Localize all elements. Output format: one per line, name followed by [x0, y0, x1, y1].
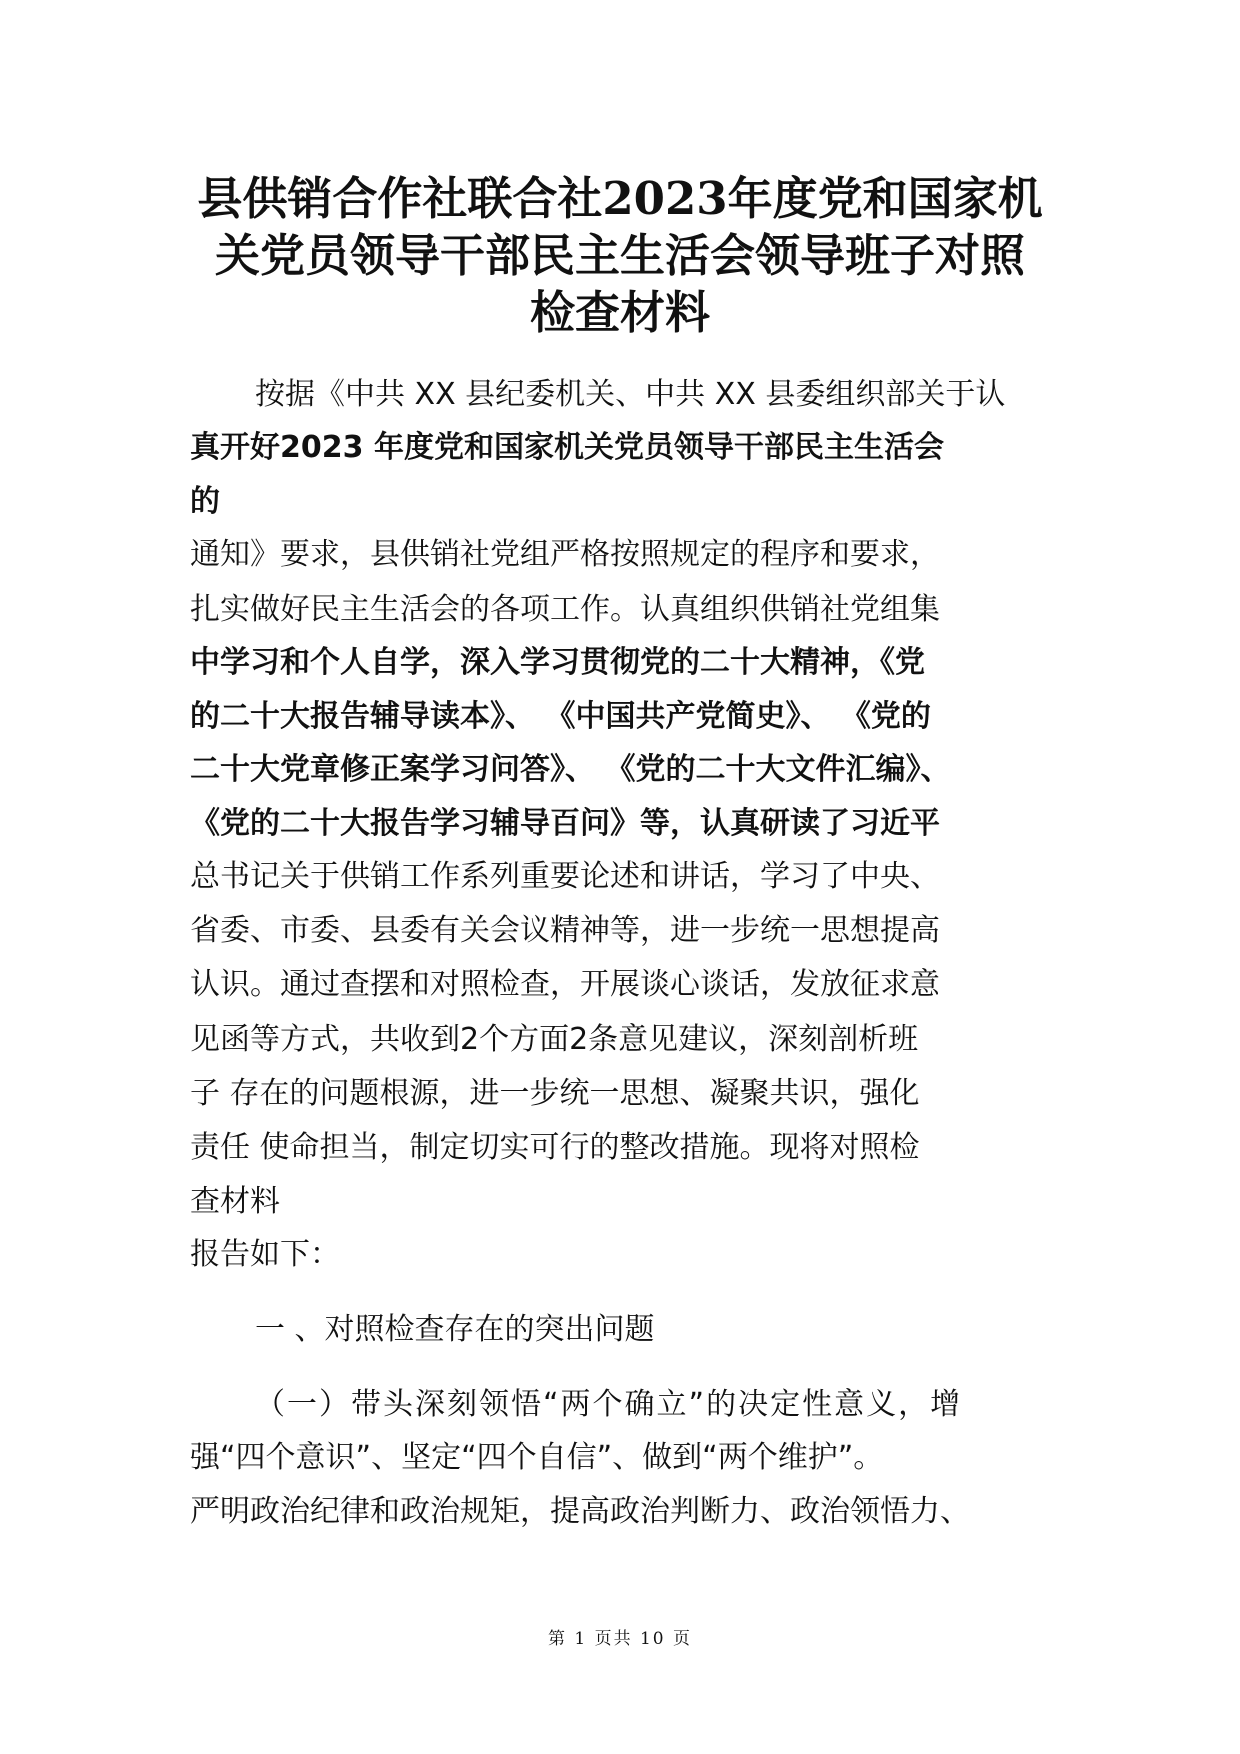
body-line-1: 按据《中共 XX 县纪委机关、中共 XX 县委组织部关于认: [255, 377, 1006, 412]
body-line-4: 通知》要求，县供销社党组严格按照规定的程序和要求，: [190, 537, 940, 572]
title-line-3: 检查材料: [529, 286, 710, 339]
body-line-9: 《党的二十大报告学习辅导百问》等，认真研读了习近平: [190, 806, 940, 841]
page-footer: 第 1 页共 10 页: [547, 1629, 693, 1649]
body-line-16: 查材料: [190, 1184, 280, 1219]
body-line-21: 严明政治纪律和政治规矩，提高政治判断力、政治领悟力、: [190, 1494, 970, 1529]
section-heading-1: 一 、对照检查存在的突出问题: [255, 1312, 655, 1347]
body-line-5: 扎实做好民主生活会的各项工作。认真组织供销社党组集: [190, 592, 940, 627]
body-line-17: 报告如下：: [190, 1237, 340, 1272]
body-line-13: 见函等方式，共收到2个方面2条意见建议，深刻剖析班: [190, 1022, 919, 1057]
body-line-20: 强“四个意识”、坚定“四个自信”、做到“两个维护”。: [190, 1440, 884, 1475]
subsection-heading-1: （一）带头深刻领悟“两个确立”的决定性意义，增: [255, 1387, 963, 1422]
body-line-15: 责任 使命担当，制定切实可行的整改措施。现将对照检: [190, 1130, 920, 1165]
title-line-1: 县供销合作社联合社2023年度党和国家机: [197, 172, 1043, 225]
document-title: [180, 170, 1060, 341]
body-line-7: 的二十大报告辅导读本》、 《中国共产党简史》、 《党的: [190, 699, 931, 734]
body-line-8: 二十大党章修正案学习问答》、 《党的二十大文件汇编》、: [190, 752, 951, 787]
body-line-12: 认识。通过查摆和对照检查，开展谈心谈话，发放征求意: [190, 967, 940, 1002]
body-line-14: 子 存在的问题根源，进一步统一思想、凝聚共识，强化: [190, 1076, 920, 1111]
body-line-6: 中学习和个人自学，深入学习贯彻党的二十大精神，《党: [190, 645, 925, 680]
body-line-11: 省委、市委、县委有关会议精神等，进一步统一思想提高: [190, 913, 940, 948]
title-line-2: 关党员领导干部民主生活会领导班子对照: [214, 229, 1025, 282]
body-line-10: 总书记关于供销工作系列重要论述和讲话，学习了中央、: [190, 859, 940, 894]
body-line-3: 的: [190, 484, 220, 519]
body-line-2: 真开好2023 年度党和国家机关党员领导干部民主生活会: [190, 430, 944, 465]
